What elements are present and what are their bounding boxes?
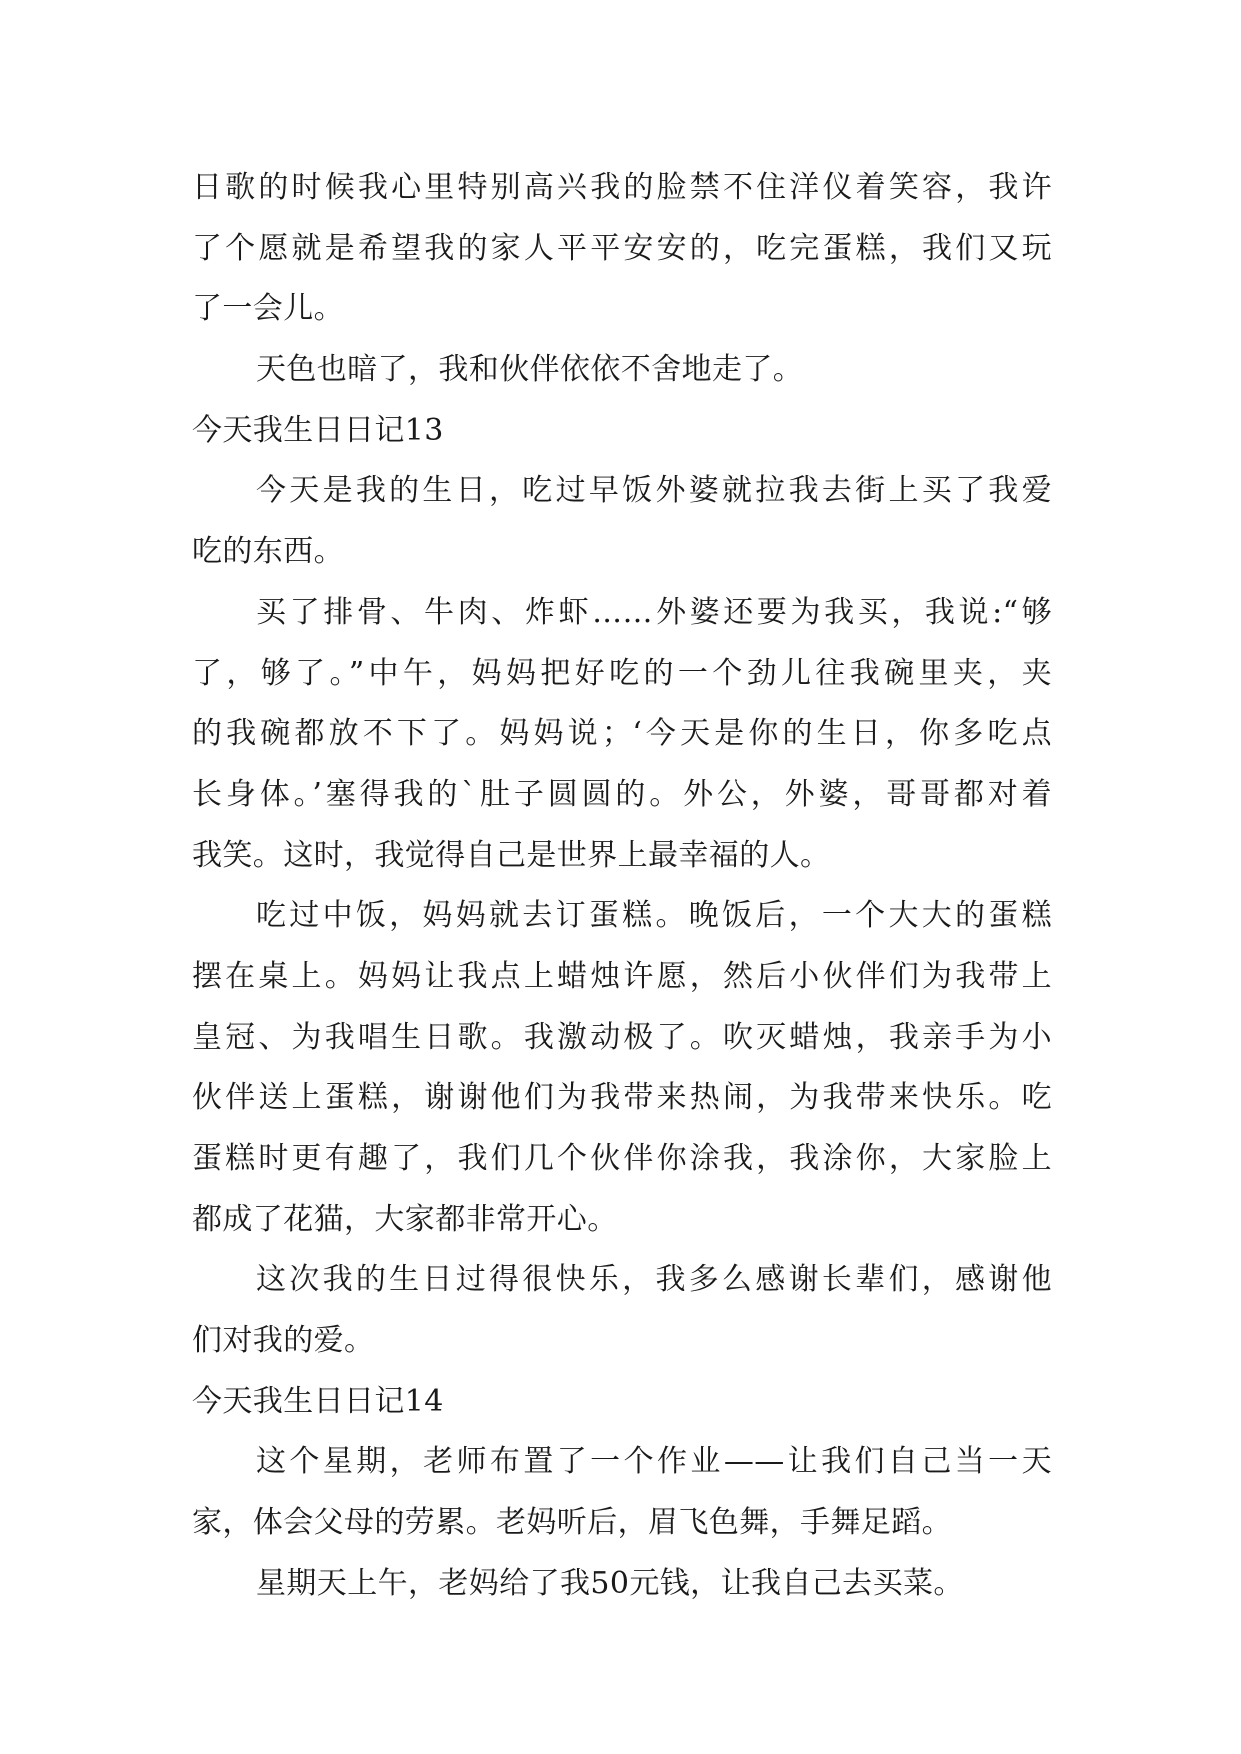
text-line: 伙伴送上蛋糕，谢谢他们为我带来热闹，为我带来快乐。吃 xyxy=(192,1080,1052,1116)
text-line: 长身体。’塞得我的`肚子圆圆的。外公，外婆，哥哥都对着 xyxy=(192,776,1052,812)
diary-text-body xyxy=(192,158,1052,1615)
diary-entry-heading: 今天我生日日记14 xyxy=(192,1383,444,1419)
text-line: 这个星期，老师布置了一个作业——让我们自己当一天 xyxy=(256,1444,1052,1480)
text-line: 星期天上午，老妈给了我50元钱，让我自己去买菜。 xyxy=(256,1565,964,1601)
text-line: 们对我的爱。 xyxy=(192,1323,375,1359)
text-line: 了，够了。”中午，妈妈把好吃的一个劲儿往我碗里夹，夹 xyxy=(192,655,1052,691)
text-line: 皇冠、为我唱生日歌。我激动极了。吹灭蜡烛，我亲手为小 xyxy=(192,1019,1052,1055)
text-line: 日歌的时候我心里特别高兴我的脸禁不住洋仪着笑容，我许 xyxy=(192,170,1052,205)
text-line: 我笑。这时，我觉得自己是世界上最幸福的人。 xyxy=(192,837,831,873)
text-line: 了一会儿。 xyxy=(192,291,344,327)
text-line: 吃的东西。 xyxy=(192,534,344,570)
text-line: 了个愿就是希望我的家人平平安安的，吃完蛋糕，我们又玩 xyxy=(192,230,1052,266)
text-line: 今天是我的生日，吃过早饭外婆就拉我去街上买了我爱 xyxy=(256,473,1052,509)
text-line: 买了排骨、牛肉、炸虾……外婆还要为我买，我说:“够 xyxy=(256,594,1052,630)
text-line: 都成了花猫，大家都非常开心。 xyxy=(192,1201,618,1237)
text-line: 摆在桌上。妈妈让我点上蜡烛许愿，然后小伙伴们为我带上 xyxy=(192,958,1052,994)
text-line: 这次我的生日过得很快乐，我多么感谢长辈们，感谢他 xyxy=(256,1262,1052,1298)
text-line: 家，体会父母的劳累。老妈听后，眉飞色舞，手舞足蹈。 xyxy=(192,1505,952,1541)
text-line: 吃过中饭，妈妈就去订蛋糕。晚饭后，一个大大的蛋糕 xyxy=(256,898,1052,934)
diary-entry-heading: 今天我生日日记13 xyxy=(192,412,444,448)
text-line: 的我碗都放不下了。妈妈说；‘今天是你的生日，你多吃点 xyxy=(192,716,1052,752)
text-line: 天色也暗了，我和伙伴依依不舍地走了。 xyxy=(256,352,804,388)
text-line: 蛋糕时更有趣了，我们几个伙伴你涂我，我涂你，大家脸上 xyxy=(192,1141,1052,1176)
